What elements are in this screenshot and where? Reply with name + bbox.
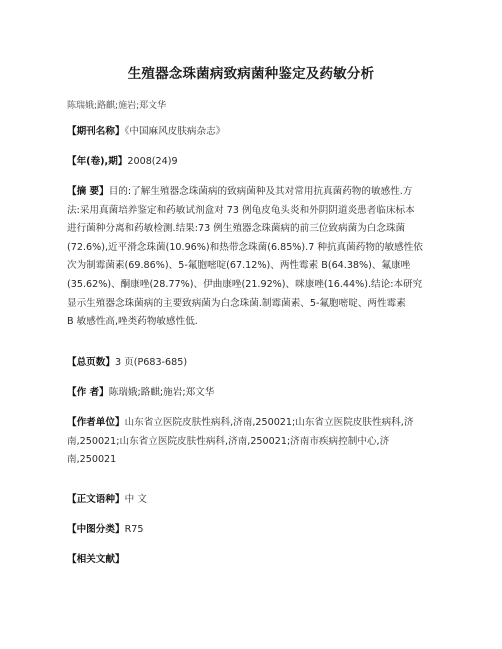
abstract-line: (35.62%)、酮康唑(28.77%)、伊曲康唑(21.92%)、咪康唑(16.44%).结论:本研究 bbox=[67, 278, 423, 290]
total-pages-field bbox=[67, 354, 439, 373]
related-label: 【相关文献】 bbox=[67, 554, 125, 565]
affiliation-line: 南,250021;山东省立医院皮肤性病科,济南,250021;济南市疾病控制中心,济 bbox=[67, 435, 390, 447]
abstract-line: 次为制霉菌素(69.86%)、5-氟胞嘧啶(67.12%)、两性霉素 B(64.38%)、氟康唑 bbox=[67, 260, 411, 272]
total-pages-value: 3 页(P683-685) bbox=[114, 357, 188, 368]
affiliation-line: 南,250021 bbox=[67, 454, 117, 466]
classification-label: 【中图分类】 bbox=[67, 524, 125, 535]
authors-value: 陈瑞娥;路麒;施岩;郑文华 bbox=[108, 387, 215, 398]
affiliation-field bbox=[67, 414, 439, 470]
year-volume-field bbox=[67, 153, 439, 172]
related-field bbox=[67, 551, 439, 570]
abstract-line: 进行菌种分离和药敏检测.结果:73 例生殖器念珠菌病的前三位致病菌为白念珠菌 bbox=[67, 223, 406, 235]
abstract-line: 【摘 要】目的:了解生殖器念珠菌病的致病菌种及其对常用抗真菌药物的敏感性.方 bbox=[67, 186, 413, 197]
journal-field bbox=[67, 123, 439, 142]
year-volume-label: 【年(卷),期】 bbox=[67, 156, 128, 167]
total-pages-label: 【总页数】 bbox=[67, 357, 115, 368]
abstract-label: 【摘 要】 bbox=[67, 186, 109, 197]
article-title: 生殖器念珠菌病致病菌种鉴定及药敏分析 bbox=[127, 66, 375, 82]
abstract-line: (72.6%),近平滑念珠菌(10.96%)和热带念珠菌(6.85%).7 种抗真菌药物的敏感性依 bbox=[67, 241, 423, 253]
authors-field bbox=[67, 384, 439, 403]
journal-label: 【期刊名称】 bbox=[67, 126, 125, 137]
abstract-line: 显示生殖器念珠菌病的主要致病菌为白念珠菌.制霉菌素、5-氟胞嘧啶、两性霉素 bbox=[67, 297, 406, 309]
authors-label: 【作 者】 bbox=[67, 387, 109, 398]
classification-value: R75 bbox=[124, 524, 144, 535]
language-field bbox=[67, 491, 439, 510]
language-value: 中 文 bbox=[124, 494, 147, 505]
affiliation-label: 【作者单位】 bbox=[67, 417, 125, 428]
abstract-field bbox=[67, 183, 439, 332]
journal-value: 《中国麻风皮肤病杂志》 bbox=[124, 126, 226, 137]
year-volume-value: 2008(24)9 bbox=[127, 156, 178, 167]
classification-field bbox=[67, 521, 439, 540]
language-label: 【正文语种】 bbox=[67, 494, 125, 505]
author-byline: 陈瑞娥;路麒;施岩;郑文华 bbox=[67, 101, 167, 111]
affiliation-line: 【作者单位】山东省立医院皮肤性病科,济南,250021;山东省立医院皮肤性病科,济 bbox=[67, 417, 414, 428]
abstract-line: 法:采用真菌培养鉴定和药敏试剂盒对 73 例龟皮龟头炎和外阴阴道炎患者临床标本 bbox=[67, 204, 415, 216]
abstract-line: B 敏感性高,唑类药物敏感性低. bbox=[67, 316, 198, 328]
